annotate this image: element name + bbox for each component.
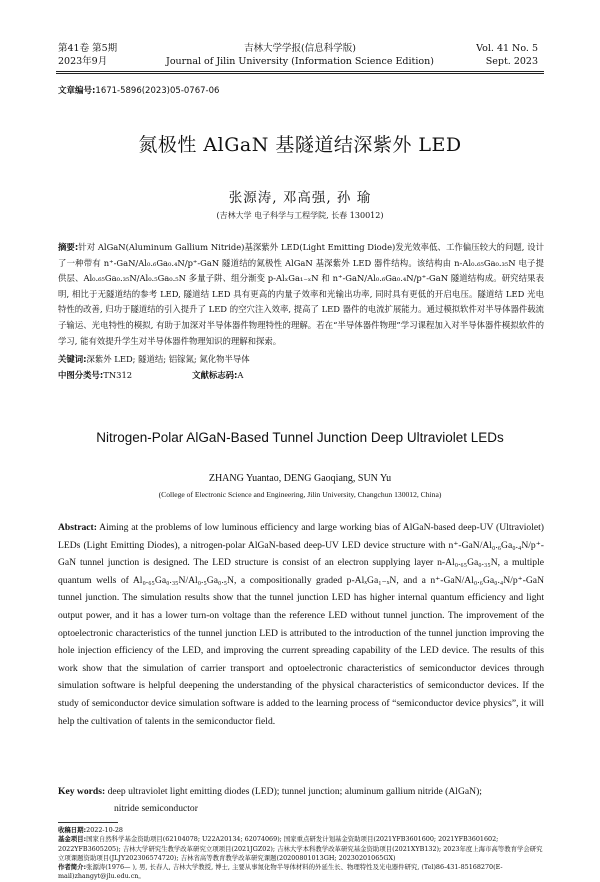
clc-label: 中图分类号:: [58, 370, 104, 380]
abstract-en-text: Aiming at the problems of low luminous efficiency and large working bias of AlGaN-based deep-UV (Ultraviolet) LEDs (Light Emitting Diodes), a nitrogen-polar AlGaN-based deep-UV LED device structure with n⁺-GaN/Al₀.₆Ga₀.₄N/p⁺-GaN tunnel junction is designed. The LED structure is consist of an electron supplying layer n-Al₀.₆₅Ga₀.₃₅N, a multiple quantum wells of Al₀.₆₅Ga₀.₃₅N/Al₀.₅Ga₀.₅N, a compositionally graded p-AlₓGa₁₋ₓN, and a n⁺-GaN/Al₀.₆Ga₀.₄N/p⁺-GaN tunnel junction. The simulation results show that the tunnel junction LED has higher internal quantum efficiency and light output power, and it has a lower turn-on voltage than the reference LED without tunnel junction. The improvement of the optoelectronic characteristics of the tunnel junction LED is attributed to the introduction of the tunnel junction improving the hole injection efficiency of the LED, and improving the current spreading capability of the LED device. The results of this work show that the simulation of carrier transport and optoelectronic characteristics of semiconductor devices through simulation software is helpful deepening the understanding of the physical characteristics of semiconductor devices. If the study of semiconductor device simulation software is added to the learning process of “semiconductor device physics”, it will help the cultivation of talents in the semiconductor field.: [58, 522, 545, 727]
keywords-cn: [58, 353, 544, 365]
footnote-label: 作者简介:: [58, 863, 87, 872]
header-rule-thin: [56, 73, 544, 74]
date-en: Sept. 2023: [485, 56, 538, 67]
keywords-en-label: Key words:: [58, 786, 106, 797]
keywords-cn-label: 关键词:: [58, 354, 87, 364]
keywords-en: [58, 783, 544, 817]
keywords-cn-text: 深紫外 LED; 隧道结; 铝镓氮; 氮化物半导体: [86, 354, 250, 364]
classification-line: [58, 369, 243, 381]
footnote-text: 张源涛(1976— ), 男, 长春人, 吉林大学教授, 博士, 主要从事氮化物半导体材料的外延生长、物理特性及光电器件研究, (Tel)86-431-85168270(E-mail)zhangyt@jlu.edu.cn。: [58, 863, 503, 881]
footnote-label: 基金项目:: [58, 835, 87, 844]
abstract-en-label: Abstract:: [58, 522, 97, 533]
journal-name-en: Journal of Jilin University (Information Science Edition): [166, 56, 434, 67]
keywords-en-line2: nitride semiconductor: [114, 803, 198, 814]
abstract-cn: [58, 240, 544, 349]
footnote-received: [58, 826, 544, 835]
volume-issue-en: Vol. 41 No. 5: [476, 43, 538, 54]
authors-cn: 张源涛, 邓高强, 孙 瑜: [228, 190, 372, 206]
footnote-text: 国家自然科学基金资助项目(62104078; U22A20134; 62074069); 国家重点研发计划基金资助项目(2021YFB3601600; 2021YFB3601602; 2022YFB3605205); 吉林大学研究生教学改革研究立项项目(2021JGZ02); 吉林大学本科教学改革研究基金资助项目(2021XYB132); 2023年度上海市高等教育学会研究立项课题资助项目(JLJY202306574720); 吉林省高等教育教学改革研究课题(20200801013GH; 20230201065GX): [58, 835, 543, 862]
footnote-author-bio: [58, 863, 544, 882]
article-number-value: 1671-5896(2023)05-0767-06: [95, 86, 220, 96]
journal-name-cn: 吉林大学学报(信息科学版): [244, 43, 356, 54]
footnote-funding: [58, 835, 544, 863]
abstract-cn-text: 针对 AlGaN(Aluminum Gallium Nitride)基深紫外 LED(Light Emitting Diode)发光效率低、工作偏压较大的问题, 设计了一种带有 n⁺-GaN/Al₀.₆Ga₀.₄N/p⁺-GaN 隧道结的氮极性 AlGaN 基深紫外 LED 器件结构。该结构由 n-Al₀.₆₅Ga₀.₃₅N 电子提供层、Al₀.₆₅Ga₀.₃₅N/Al₀.₅Ga₀.₅N 多量子阱、组分渐变 p-AlₓGa₁₋ₓN 和 n⁺-GaN/Al₀.₆Ga₀.₄N/p⁺-GaN 隧道结构成。研究结果表明, 相比于无隧道结的参考 LED, 隧道结 LED 具有更高的内量子效率和光输出功率, 同时具有更低的开启电压。隧道结 LED 光电特性的改善, 归功于隧道结的引入提升了 LED 的空穴注入效率, 提高了 LED 器件的电流扩展能力。通过模拟软件对半导体器件载流子输运、光电特性的模拟, 有助于加深对半导体器件物理特性的理解。若在“半导体器件物理”学习课程加入对半导体器件模拟软件的学习, 能有效提升学生对半导体器件物理知识的理解和探索。: [58, 242, 544, 346]
footnotes: [58, 826, 544, 882]
title-en: Nitrogen-Polar AlGaN-Based Tunnel Junction Deep Ultraviolet LEDs: [96, 430, 504, 445]
article-number: [58, 84, 219, 96]
affiliation-en: (College of Electronic Science and Engineering, Jilin University, Changchun 130012, China): [158, 490, 442, 499]
clc-value: TN312: [103, 370, 133, 380]
date-cn: 2023年9月: [58, 56, 108, 67]
abstract-cn-label: 摘要:: [58, 242, 79, 252]
footnote-text: 2022-10-28: [86, 826, 123, 834]
running-header-right: [476, 42, 538, 68]
footnote-label: 收稿日期:: [58, 826, 87, 834]
abstract-en: [58, 519, 544, 730]
affiliation-cn: (吉林大学 电子科学与工程学院, 长春 130012): [216, 211, 384, 220]
footnote-rule: [58, 822, 118, 823]
article-number-label: 文章编号:: [58, 86, 96, 96]
header-rule: [56, 71, 544, 72]
doc-code-value: A: [237, 370, 244, 380]
title-cn: 氮极性 AlGaN 基隧道结深紫外 LED: [138, 134, 462, 156]
authors-en: ZHANG Yuantao, DENG Gaoqiang, SUN Yu: [208, 473, 392, 484]
keywords-en-line1: deep ultraviolet light emitting diodes (LED); tunnel junction; aluminum gallium nitride (AlGaN);: [107, 786, 482, 797]
volume-issue-cn: 第41卷 第5期: [58, 43, 118, 54]
doc-code-label: 文献标志码:: [192, 370, 238, 380]
